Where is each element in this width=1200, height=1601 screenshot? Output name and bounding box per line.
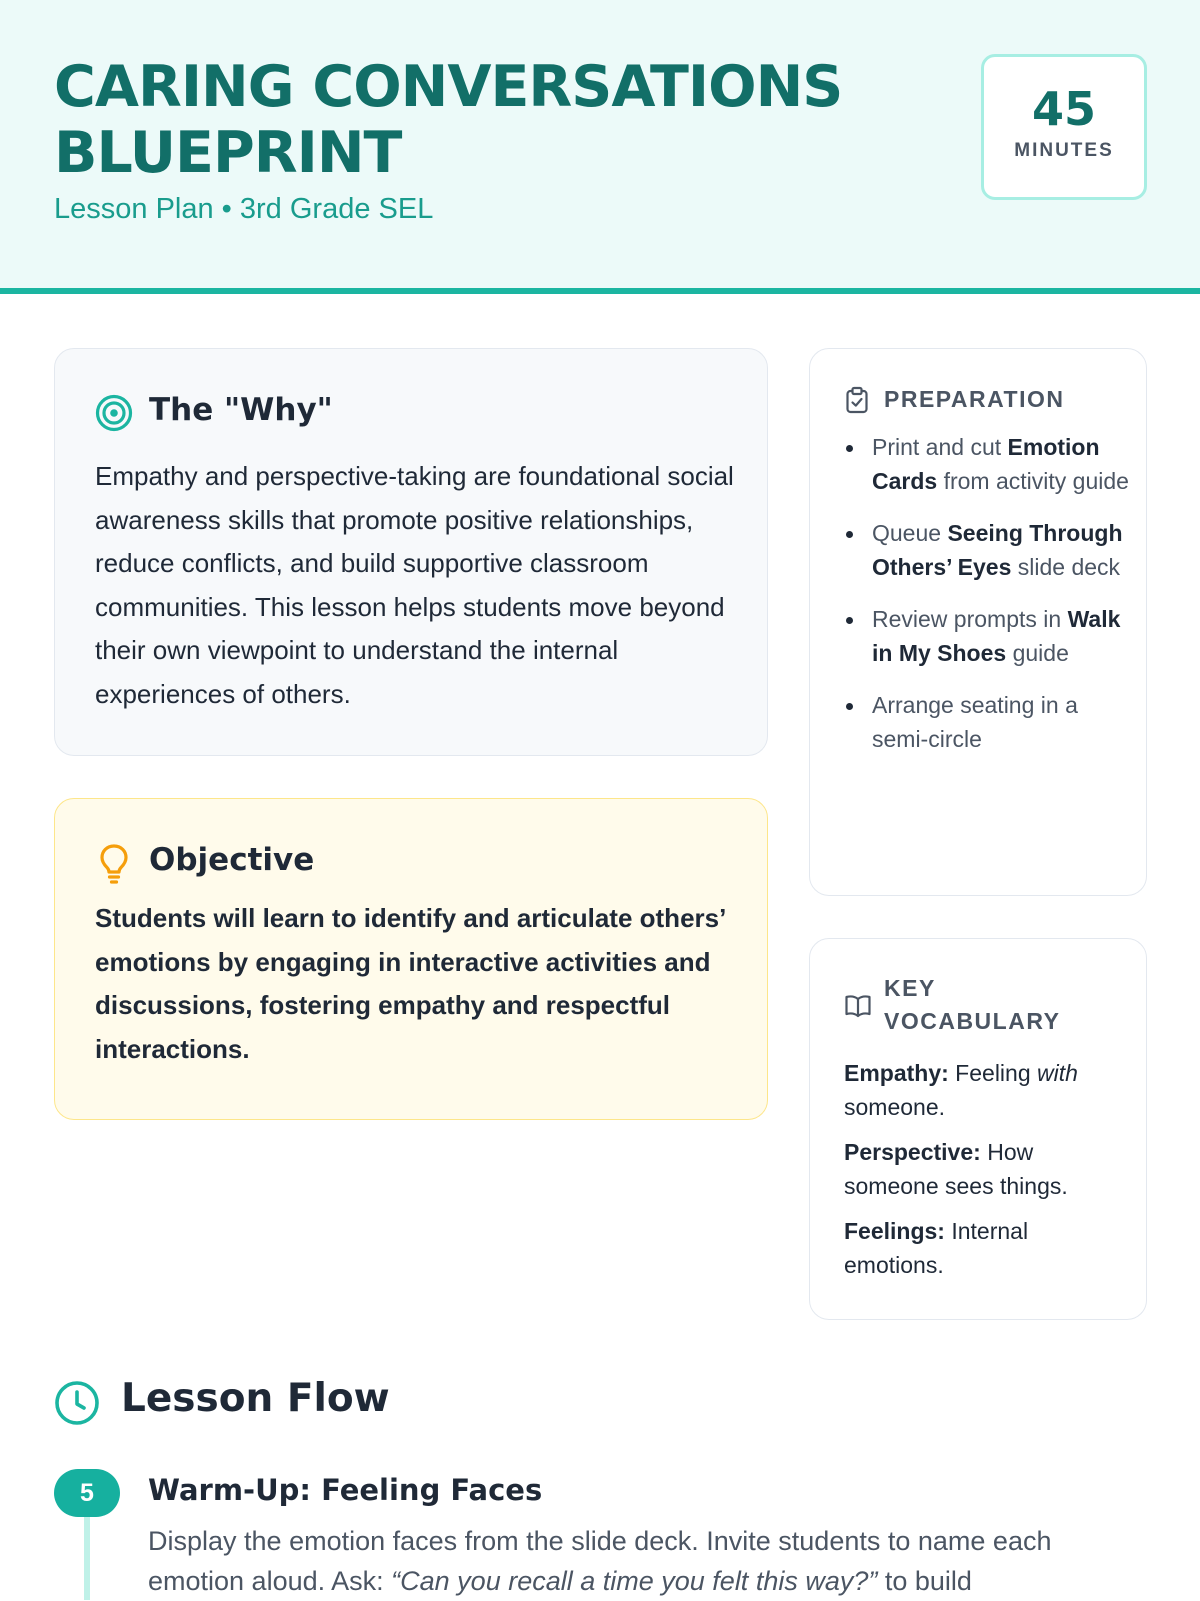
why-body: Empathy and perspective-taking are foundational social awareness skills that promote positive relationships, reduce conflicts, and build supportive classroom communities. This lesson helps students move beyond their own viewpoint to understand the internal experiences of others.: [95, 461, 734, 709]
vocab-term-empathy: Empathy: Feeling with someone.: [844, 1060, 1078, 1120]
prep-item: Queue Seeing Through Others’ Eyes slide deck: [844, 517, 1134, 584]
step-title: Warm-Up: Feeling Faces: [148, 1473, 543, 1507]
page-title: CARING CONVERSATIONS BLUEPRINT: [54, 54, 843, 186]
vocabulary-panel: [809, 938, 1147, 1320]
page-subtitle: Lesson Plan • 3rd Grade SEL: [54, 193, 434, 225]
duration-unit: MINUTES: [1014, 140, 1114, 161]
prep-item: Print and cut Emotion Cards from activity guide: [844, 431, 1134, 498]
objective-title: Objective: [149, 842, 315, 878]
preparation-title: PREPARATION: [884, 386, 1065, 412]
objective-card: [54, 798, 768, 1120]
book-icon: [844, 994, 872, 1018]
vocab-term-feelings: Feelings: Internal emotions.: [844, 1218, 1029, 1278]
target-icon: [95, 394, 133, 432]
vocabulary-title: KEY VOCABULARY: [884, 975, 1061, 1034]
vocab-term-perspective: Perspective: How someone sees things.: [844, 1139, 1068, 1199]
preparation-list: [844, 431, 1134, 775]
duration-value: 45: [1031, 82, 1096, 136]
step-description: Display the emotion faces from the slide deck. Invite students to name each emotion aloud. Ask: “Can you recall a time you felt this way?” to build: [148, 1526, 1052, 1596]
lesson-flow-title: Lesson Flow: [121, 1376, 390, 1421]
step-minutes-badge: 5: [54, 1469, 120, 1517]
why-card: [54, 348, 768, 756]
why-title: The "Why": [149, 392, 333, 428]
clock-icon: [54, 1380, 100, 1426]
lightbulb-icon: [99, 843, 129, 885]
duration-badge: [981, 54, 1147, 200]
lesson-header: [0, 0, 1200, 294]
prep-item: Arrange seating in a semi-circle: [844, 689, 1134, 756]
vocabulary-list: [844, 1057, 1134, 1294]
clipboard-icon: [845, 386, 869, 414]
preparation-panel: [809, 348, 1147, 896]
prep-item: Review prompts in Walk in My Shoes guide: [844, 603, 1134, 670]
objective-body: Students will learn to identify and articulate others’ emotions by engaging in interactive activities and discussions, fostering empathy and respectful interactions.: [95, 903, 725, 1064]
